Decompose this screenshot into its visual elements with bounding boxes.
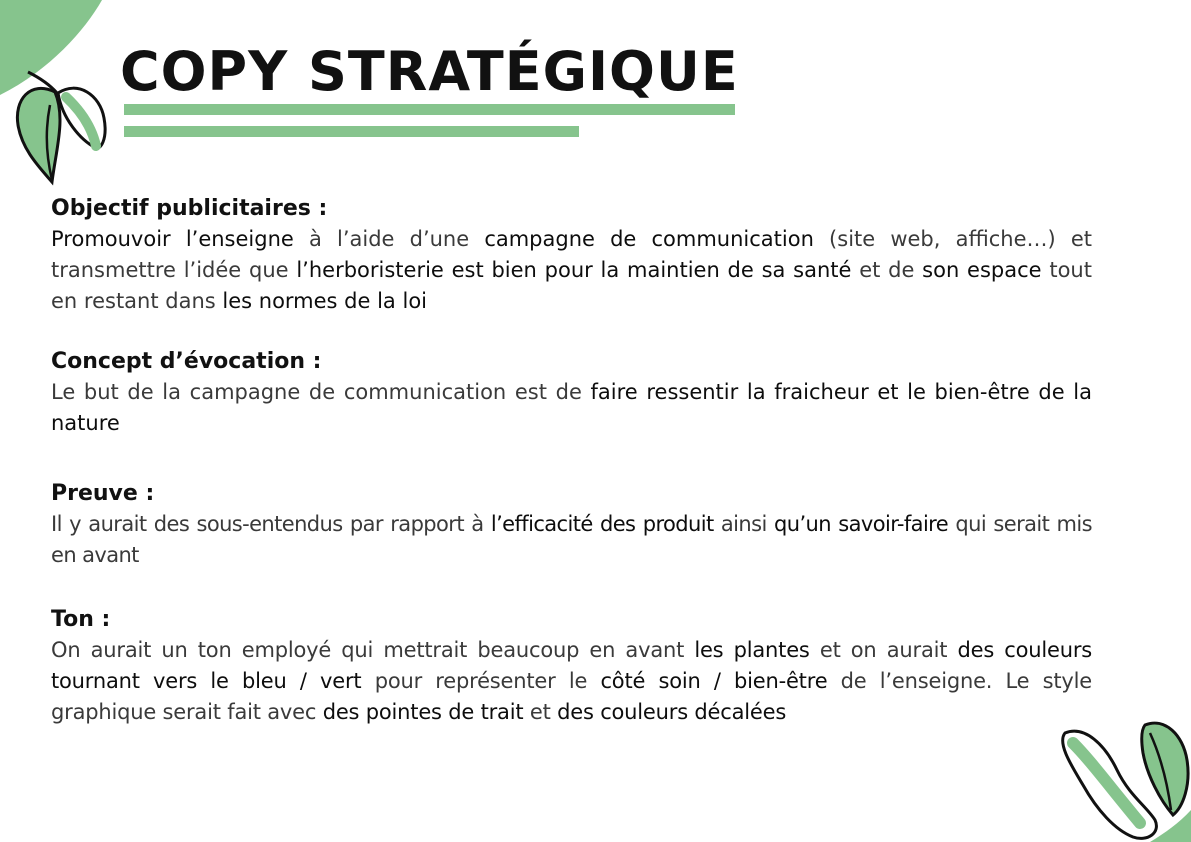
body-text: On aurait un ton employé qui mettrait beaucoup en avant: [51, 638, 695, 662]
section-heading: Concept d’évocation :: [51, 349, 322, 374]
section-ton: [51, 605, 1092, 728]
highlighted-phrase: faire ressentir la fraicheur et le bien-être de la nature: [51, 380, 1093, 435]
highlighted-phrase: des couleurs décalées: [557, 700, 787, 724]
body-text: Il y aurait des sous-entendus par rapport à: [51, 512, 491, 536]
body-text: pour représenter le: [361, 669, 601, 693]
highlighted-phrase: l’herboristerie est bien pour la maintien de sa santé: [296, 258, 852, 282]
title-underline-long: [124, 104, 735, 115]
body-text: ainsi: [713, 512, 775, 536]
section-heading: Ton :: [51, 607, 111, 632]
highlighted-phrase: qu’un savoir-faire: [774, 512, 949, 536]
body-text: qui serait mis en avant: [51, 512, 1092, 567]
highlighted-phrase: des couleurs tournant vers le bleu / vert: [51, 638, 1093, 693]
section-objectif: [51, 194, 1092, 317]
section-body: [51, 635, 1092, 728]
section-body: [51, 509, 1092, 571]
section-body: [51, 377, 1092, 439]
body-text: tout en restant dans: [51, 258, 1092, 313]
body-text: et de: [851, 258, 923, 282]
body-text: de l’enseigne. Le style graphique serait fait avec: [51, 669, 1092, 724]
body-text: Le but de la campagne de communication est de: [51, 380, 591, 404]
body-text: et on aurait: [809, 638, 958, 662]
highlighted-phrase: campagne de communication: [484, 227, 814, 251]
highlighted-phrase: côté soin / bien-être: [600, 669, 828, 693]
highlighted-phrase: les normes de la loi: [222, 289, 427, 313]
highlighted-phrase: Promouvoir l’enseigne: [51, 227, 294, 251]
highlighted-phrase: les plantes: [694, 638, 810, 662]
section-heading: Preuve :: [51, 481, 155, 506]
section-body: [51, 224, 1092, 317]
section-heading: Objectif publicitaires :: [51, 196, 328, 221]
page-title: COPY STRATÉGIQUE: [120, 40, 739, 103]
section-concept: [51, 347, 1092, 439]
body-text: à l’aide d’une: [293, 227, 485, 251]
body-text: (site web, affiche…) et transmettre l’idée que: [51, 227, 1093, 282]
leaf-decoration-bottom-right: [1055, 715, 1191, 842]
highlighted-phrase: l’efficacité des produit: [490, 512, 714, 536]
leaf-decoration-top-left: [0, 0, 115, 190]
title-underline-short: [124, 126, 579, 137]
section-preuve: [51, 479, 1092, 571]
body-text: et: [523, 700, 558, 724]
highlighted-phrase: des pointes de trait: [322, 700, 524, 724]
highlighted-phrase: son espace: [922, 258, 1042, 282]
